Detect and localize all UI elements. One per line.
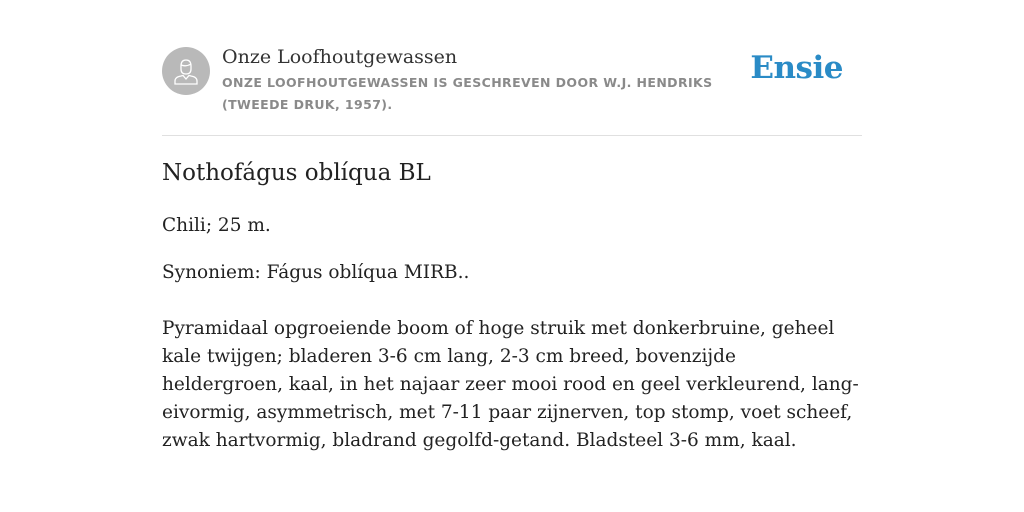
avatar[interactable] [162,47,210,95]
user-icon [172,57,200,85]
source-header [162,40,862,136]
entry-synonym: Synoniem: Fágus oblíqua MIRB.. [162,262,470,283]
source-title[interactable]: Onze Loofhoutgewassen [222,46,458,68]
brand-logo[interactable]: Ensie [750,50,843,86]
entry-description: Pyramidaal opgroeiende boom of hoge struik met donkerbruine, geheel kale twijgen; bladeren 3-6 cm lang, 2-3 cm breed, bovenzijde heldergroen, kaal, in het najaar zeer mooi rood en geel verkleurend, lang-eivormig, asymmetrisch, met 7-11 paar zijnerven, top stomp, voet scheef, zwak hartvormig, bladrand gegolfd-getand. Bladsteel 3-6 mm, kaal. [162,318,859,451]
entry-card [162,40,862,451]
entry-origin: Chili; 25 m. [162,215,271,236]
entry-title: Nothofágus oblíqua BL [162,160,431,186]
source-description: ONZE LOOFHOUTGEWASSEN IS GESCHREVEN DOOR W.J. HENDRIKS (TWEEDE DRUK, 1957). [222,75,713,112]
